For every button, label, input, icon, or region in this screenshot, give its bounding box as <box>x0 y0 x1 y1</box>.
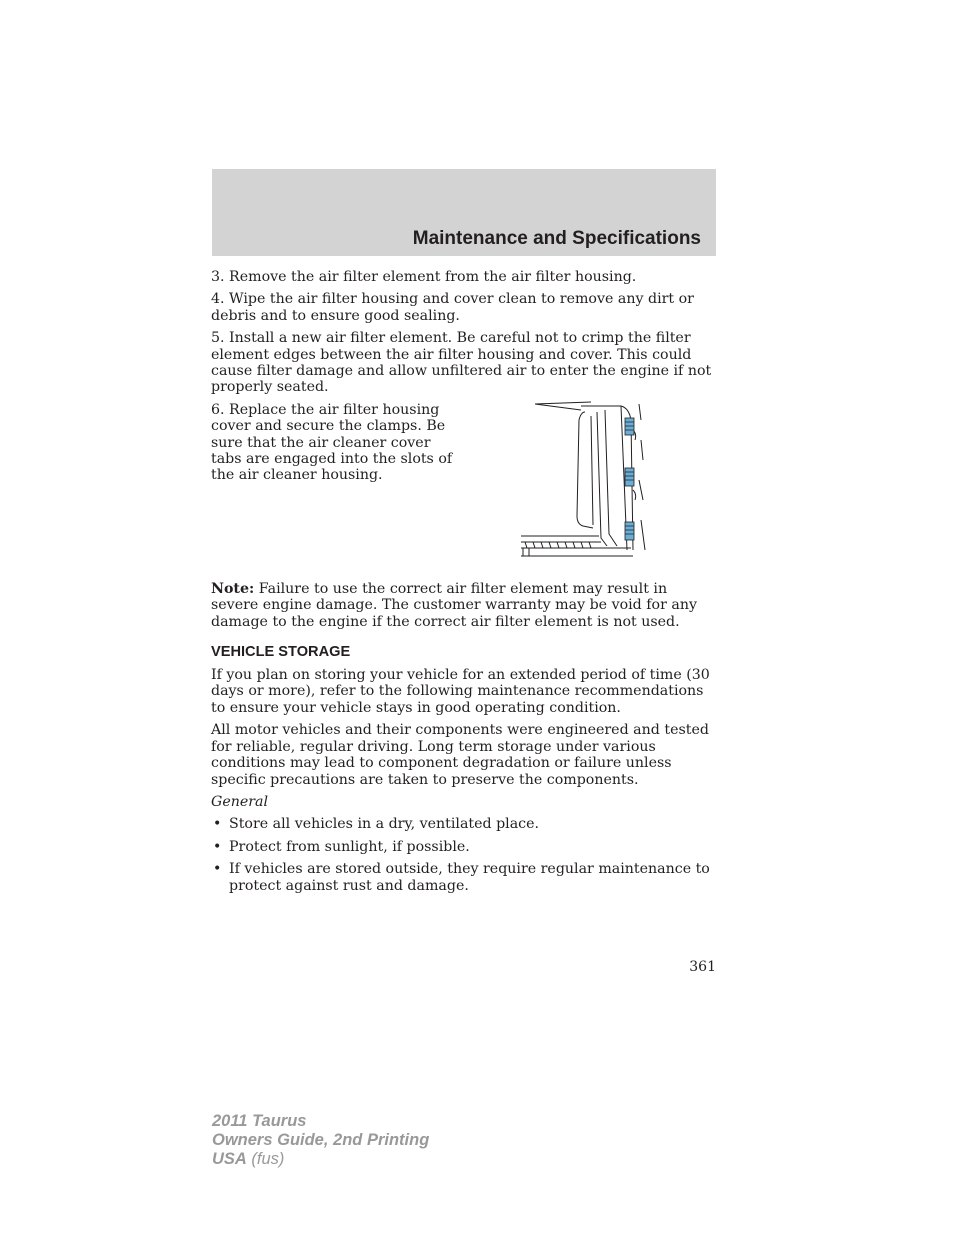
page-number: 361 <box>689 959 716 975</box>
list-item: • Protect from sunlight, if possible. <box>211 839 716 855</box>
footer-market-code: (fus) <box>246 1150 285 1168</box>
vehicle-storage-body: All motor vehicles and their components were engineered and tested for reliable, regular driving. Long term storage under various conditions may lead to component degradation or failure unless specific precautions are taken to preserve the components. <box>211 722 709 788</box>
section-title: Maintenance and Specifications <box>412 228 701 249</box>
step-6-with-figure <box>211 402 716 570</box>
general-subhead: General <box>211 793 269 810</box>
vehicle-storage-intro: If you plan on storing your vehicle for an extended period of time (30 days or more), refer to the following maintenance recommendations to ensure your vehicle stays in good operating condition. <box>211 667 710 716</box>
footer-edition: Owners Guide, 2nd Printing <box>212 1131 430 1149</box>
step-3: 3. Remove the air filter element from the air filter housing. <box>211 269 637 285</box>
document-footer <box>212 1112 429 1169</box>
vehicle-storage-heading: VEHICLE STORAGE <box>211 644 351 661</box>
footer-market-country: USA <box>212 1150 247 1168</box>
footer-market <box>212 1150 429 1169</box>
note-label: Note: <box>211 580 255 597</box>
step-6: 6. Replace the air filter housing cover and secure the clamps. Be sure that the air cleaner cover tabs are engaged into the slots of the air cleaner housing. <box>211 401 453 484</box>
list-item: • If vehicles are stored outside, they require regular maintenance to protect against rust and damage. <box>211 861 716 894</box>
note-text: Failure to use the correct air filter element may result in severe engine damage. The customer warranty may be void for any damage to the engine if the correct air filter element is not used. <box>211 580 697 630</box>
list-item: • Store all vehicles in a dry, ventilated place. <box>211 816 716 832</box>
step-4: 4. Wipe the air filter housing and cover clean to remove any dirt or debris and to ensure good sealing. <box>211 291 694 324</box>
footer-model: 2011 Taurus <box>212 1112 307 1130</box>
note-paragraph <box>211 581 716 630</box>
step-5: 5. Install a new air filter element. Be careful not to crimp the filter element edges between the air filter housing and cover. This could cause filter damage and allow unfiltered air to enter the engine if not properly seated. <box>211 330 712 396</box>
general-bullet-list <box>211 816 716 894</box>
section-header-band <box>212 169 716 256</box>
air-filter-housing-illustration <box>521 400 651 558</box>
page-content <box>211 269 716 900</box>
